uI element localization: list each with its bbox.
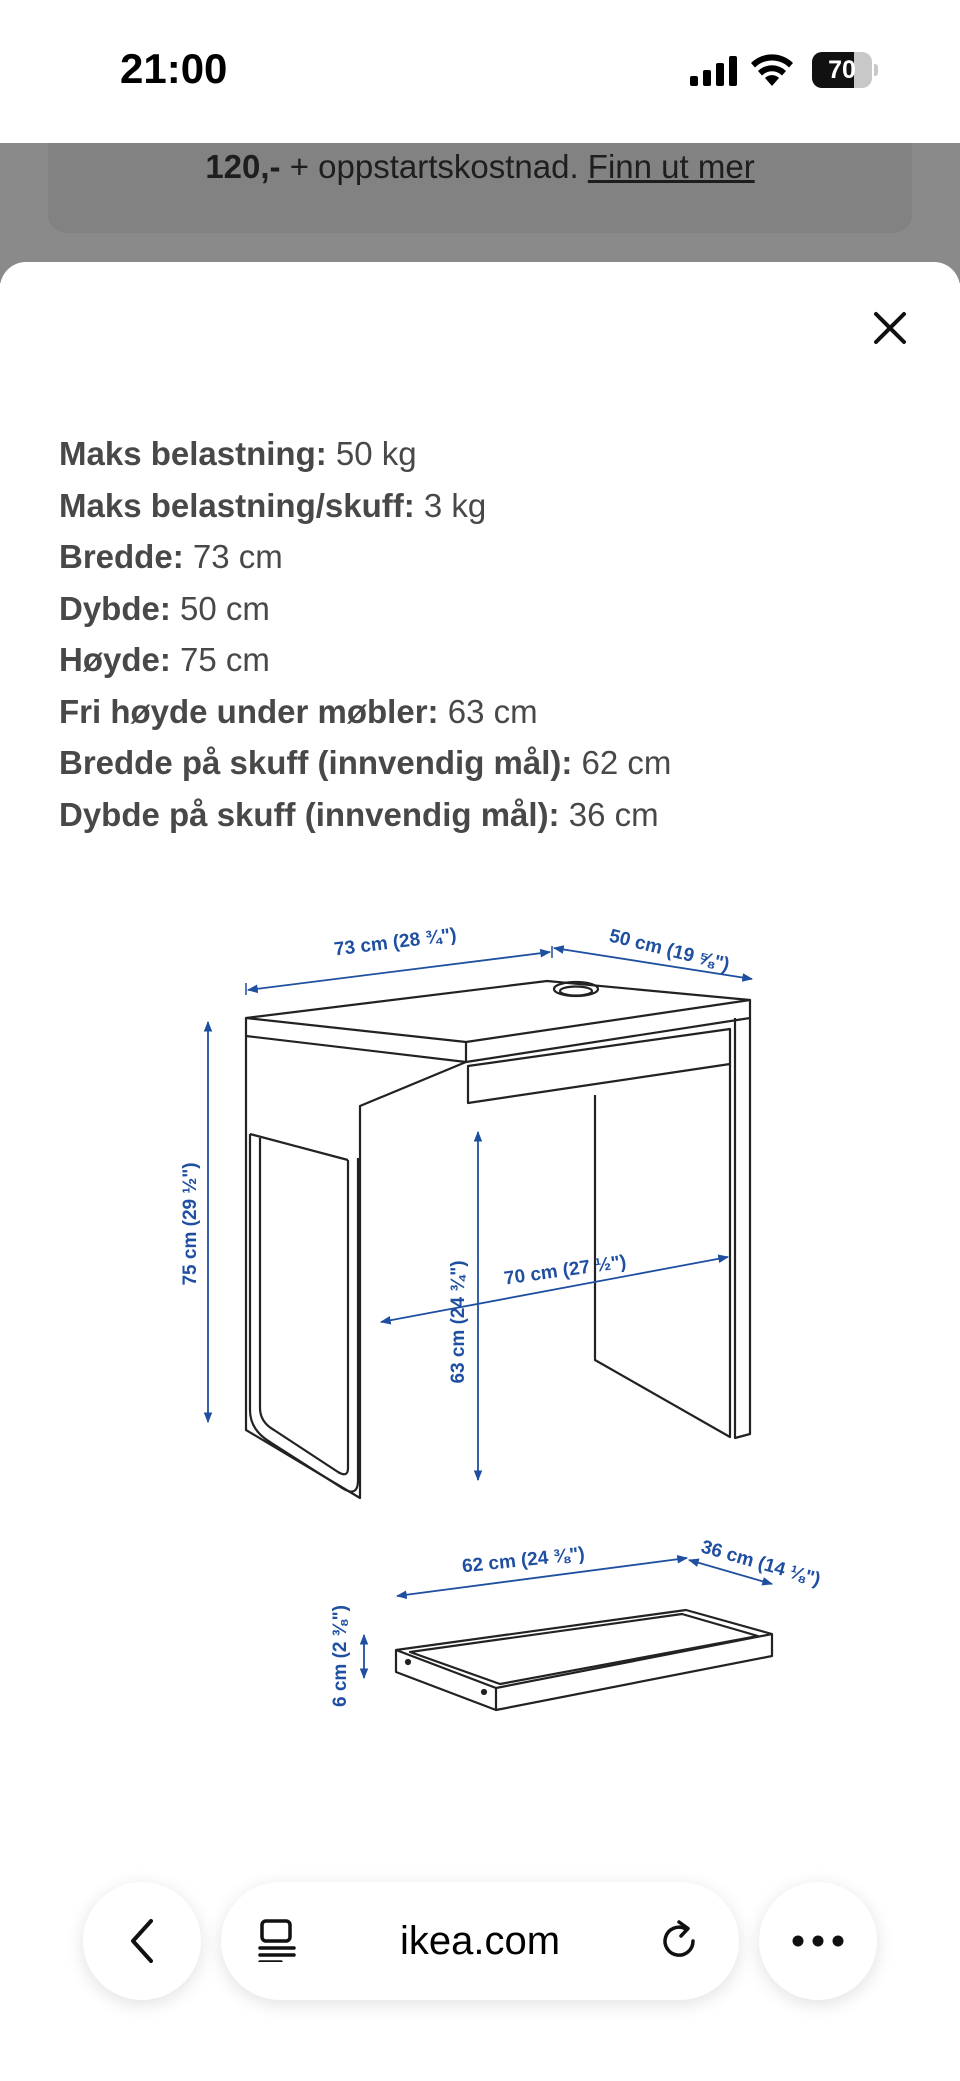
reload-icon[interactable] — [657, 1919, 701, 1963]
battery-indicator — [812, 52, 878, 88]
dimension-diagram — [170, 890, 910, 1730]
spec-row: Dybde: 50 cm — [59, 589, 270, 627]
signal-icon — [690, 56, 738, 86]
spec-row: Dybde på skuff (innvendig mål): 36 cm — [59, 795, 659, 833]
more-icon — [792, 1935, 844, 1947]
more-button[interactable] — [759, 1882, 877, 2000]
label-desk-height: 75 cm (29 ½") — [180, 1162, 201, 1286]
back-button[interactable] — [83, 1882, 201, 2000]
spec-row: Fri høyde under møbler: 63 cm — [59, 692, 538, 730]
spec-row: Bredde: 73 cm — [59, 538, 283, 575]
spec-row: Høyde: 75 cm — [59, 641, 270, 678]
promo-price: 120,- — [205, 148, 281, 185]
label-drawer-depth: 36 cm (14 ⅛") — [698, 1536, 823, 1591]
label-inner-width: 70 cm (27 ½") — [502, 1251, 628, 1290]
close-icon — [873, 311, 907, 345]
battery-level: 70 — [828, 56, 856, 84]
close-button[interactable] — [862, 300, 918, 356]
label-clear-height: 63 cm (24 ¾") — [448, 1260, 469, 1384]
label-desk-depth: 50 cm (19 ⅝") — [607, 925, 732, 976]
spec-row: Maks belastning/skuff: 3 kg — [59, 486, 487, 524]
spec-row: Bredde på skuff (innvendig mål): 62 cm — [59, 744, 672, 781]
label-drawer-height: 6 cm (2 ⅜") — [330, 1605, 351, 1707]
chevron-left-icon — [125, 1917, 159, 1965]
promo-text — [0, 148, 960, 186]
label-desk-width: 73 cm (28 ¾") — [332, 924, 458, 961]
spec-row: Maks belastning: 50 kg — [59, 435, 417, 472]
promo-link[interactable]: Finn ut mer — [587, 148, 755, 185]
dimension-labels — [180, 925, 823, 1707]
wifi-icon — [750, 52, 794, 86]
status-time: 21:00 — [120, 45, 228, 92]
desk-drawing — [246, 981, 772, 1710]
label-drawer-width: 62 cm (24 ⅜") — [461, 1543, 586, 1578]
specifications-list — [59, 428, 919, 840]
promo-description: + oppstartskostnad. — [280, 148, 588, 185]
status-bar — [0, 0, 960, 143]
url-text[interactable]: ikea.com — [399, 1919, 561, 1963]
address-bar[interactable] — [221, 1882, 739, 2000]
